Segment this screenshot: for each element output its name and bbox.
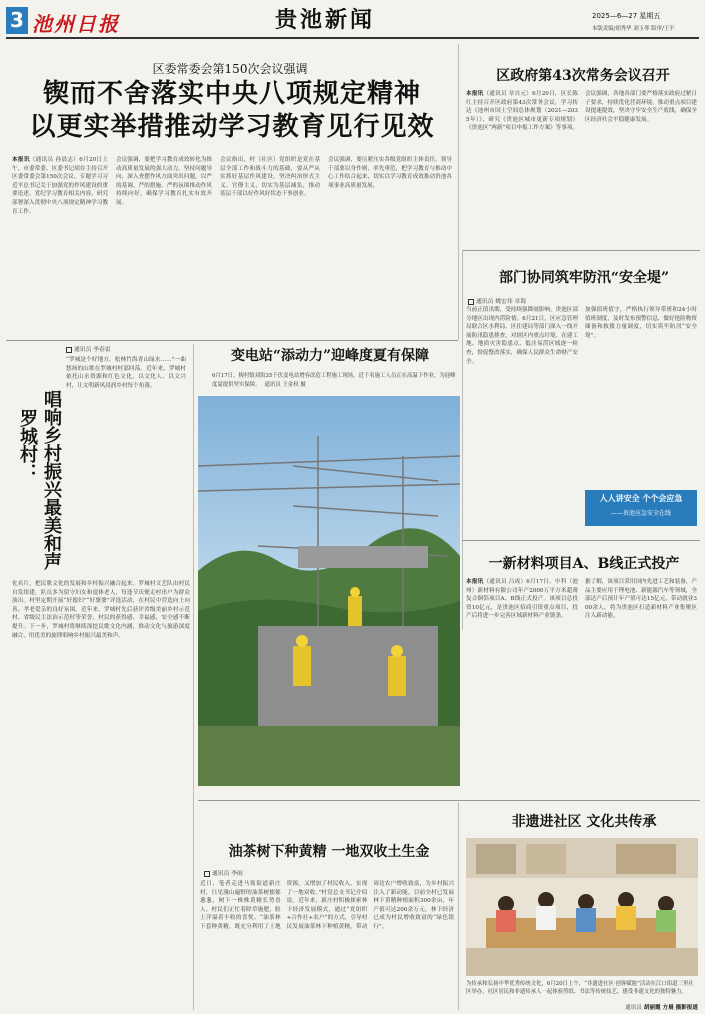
bottom-right-headline: 非遗进社区 文化共传承 xyxy=(511,814,657,830)
safety-badge: 人人讲安全 个个会应急 ——贵池应急安全在线 xyxy=(585,490,697,526)
bottom-right-photo xyxy=(466,838,698,976)
bottom-center-headline: 油茶树下种黄精 一地双收土生金 xyxy=(228,844,430,860)
left-feature-headline-col2: 唱响乡村振兴最美和声 xyxy=(41,390,62,570)
left-feature-body-top: “罗城是个好地方，松林竹海青山绿水……”一曲悠扬的山歌在罗城村村部回荡。近年来，罗城村依托山水资源和红色文化，以文化人、以文兴村，让文明新风浸润乡村每个角落。 xyxy=(66,357,186,389)
page-number: 3 xyxy=(10,8,24,32)
bottom-right-credit: 通讯员 胡丽霞 方晨 摄影报道 xyxy=(625,1005,698,1011)
lead-body-col1: 本报讯（通讯员 孙晨志）6月20日上午，市委常委、区委书记胡存主持召开区委常委会第150次会议，专题学习习近平总书记关于加强党的作风建设的重要论述、党纪学习教育相关内容，研究部署深入贯彻中央八项规定精神学习教育工作。 xyxy=(12,157,108,215)
lead-right-divider xyxy=(458,44,459,340)
square-icon xyxy=(66,347,72,353)
bottom-center-body: 近日，笔者走进马衙街道新庄村，只见漫山遍野的油茶树郁郁葱葱，树下一株株黄精长势喜人。村民们正忙着除草施肥，脸上洋溢着丰收的喜悦。“油茶林下套种黄精，既充分利用了土地资源，又增加了村民收入，实现了一地双收。”村党总支书记介绍说。近年来，新庄村积极探索林下经济发展模式，通过“党组织+合作社+农户”的方式，引导村民发展油茶林下种植黄精，带动周边农户增收致富，为乡村振兴注入了新动能。目前全村已发展林下黄精种植面积300余亩，年产值可达200余万元，林下经济已成为村民增收致富的“绿色银行”。 xyxy=(200,881,454,930)
square-icon xyxy=(204,871,210,877)
right-lower-body-col1: 本报讯（通讯员 吕成）6月17日，中科（池州）新材料有限公司年产2000万平方米超薄复合铜箔项目A、B线正式投产。该项目总投资10亿元，是贵池区招商引资重点项目，投产后将进一步完善区域新材料产业链条。 xyxy=(466,579,578,620)
feature-photo-caption: 6月17日，梅村镇刘街35千伏变电站增容改造工程施工现场，近千名施工人员正在高温下作业，为迎峰度夏提供坚实保障。 通讯员 王金权 摄 xyxy=(212,373,456,388)
bottom-center-divider xyxy=(458,802,459,1010)
rule-1 xyxy=(6,340,458,341)
left-feature-body-bottom: 化名片，把民歌文化的发展和乡村振兴融合起来。罗城村文艺队由村民自发组建，队员多为留守妇女和退休老人，每逢节庆便走村串户为群众演出。村里定期开展“好媳妇”“好婆婆”评选活动，在村民中营造向上向善、孝老爱亲的良好氛围。近年来，罗城村先后获评省级美丽乡村示范村、省级民主法治示范村等荣誉，村民的获得感、幸福感、安全感不断提升。下一步，罗城村将继续深挖民歌文化内涵，推动文化与旅游深度融合，用优美的旋律唱响乡村振兴最美和声。 xyxy=(12,581,190,639)
masthead-editors: 本版责编/胡秀华 刘玉琴 版审/王平 xyxy=(592,26,675,32)
right-column-divider xyxy=(462,250,463,630)
masthead-rule xyxy=(6,37,699,39)
feature-photo-headline: 变电站“添动力”迎峰度夏有保障 xyxy=(230,348,430,364)
lead-headline: 锲而不舍落实中央八项规定精神 以更实举措推动学习教育见行见效 xyxy=(29,79,435,142)
square-icon xyxy=(468,299,474,305)
right-top-body-col1: 本报讯（通讯员 章自元）6月20日，区长陈红主持召开区政府第43次常务会议，学习传达《池州市国土空间总体规划（2021—2035年）》，研究《贵池区城市更新专项规划》《贵池区“两新”项目申报工作方案》等事项。 xyxy=(466,91,578,132)
right-mid-body-col2: 加强值班值守，严格执行领导带班和24小时值班制度，及时发布预警信息，做好抢险物资储备和救援力量调度，切实筑牢防汛“安全堤”。 xyxy=(585,307,697,339)
lead-kicker: 区委常委会第150次会议强调 xyxy=(152,62,308,76)
masthead-date: 2025—6—27 星期五 xyxy=(592,12,661,20)
right-lower-headline: 一新材料项目A、B线正式投产 xyxy=(488,556,680,572)
right-mid-byline: 通讯员 姚宏伟 章海 xyxy=(468,296,526,305)
lead-body-col3: 会议指出，村（社区）党组织是党在基层全部工作和战斗力的基础，要从严从实抓好基层作风建设，坚决纠治形式主义、官僚主义，切实为基层减负，推动基层干部以好作风好状态干事创业。 xyxy=(220,157,320,198)
bottom-right-caption: 为传承和弘扬中华优秀传统文化，6月20日上午，“非遗进社区·创客赋能”活动在江口街道三里社区举办，社区居民和非遗传承人一起体验剪纸、书法等传统技艺，感受非遗文化的独特魅力。 xyxy=(466,981,694,995)
section-title: 贵池新闻 xyxy=(274,7,375,33)
rule-right-top xyxy=(462,250,700,251)
right-top-body-col2: 会议强调，各地各部门要严格落实政府过紧日子要求，持续优化营商环境，推动重点项目建设提速提效，坚决守牢安全生产底线，确保全区经济社会平稳健康发展。 xyxy=(585,91,697,123)
lead-body-col2: 会议强调，要把学习教育成效转化为推动高质量发展的强大动力，坚持问题导向，深入查摆作风方面突出问题，以严的基调、严的措施、严的氛围推动作风持续向好，确保学习教育扎实有效开展。 xyxy=(116,157,212,206)
feature-photo xyxy=(198,396,460,786)
left-feature-headline-col1: 罗城村： xyxy=(17,409,38,481)
paper-logo: 池州日报 xyxy=(32,12,120,36)
bottom-center-byline: 通讯员 李雨 xyxy=(204,868,243,877)
right-mid-headline: 部门协同筑牢防汛“安全堤” xyxy=(498,270,670,286)
page-number-badge xyxy=(6,7,28,34)
rule-right-mid xyxy=(462,540,700,541)
left-feature-kicker: 通讯员 李春雷 xyxy=(66,344,111,353)
right-lower-body-col2: 据了解，该项目采用国内先进工艺和装备，产品主要应用于锂电池、新能源汽车等领域，全部达产后预计年产值可达15亿元，带动就业300余人，将为贵池区打造新材料产业集聚区注入新动能。 xyxy=(585,579,697,620)
rule-2 xyxy=(198,800,700,801)
right-top-headline: 区政府第43次常务会议召开 xyxy=(496,68,670,84)
lead-body-col4: 会议强调，要压紧压实各级党组织主体责任，领导干部要以身作则、率先垂范，把学习教育与推动中心工作结合起来，切实以学习教育成效推动贵池各项事业高质量发展。 xyxy=(328,157,452,189)
right-mid-body-col1: 当前正值汛期，受持续强降雨影响，贵池区部分地区出现内涝险情。6月21日，区应急管理局联合区水利局、区住建局等部门深入一线开展防汛隐患排查，对辖区内重点圩堤、在建工地、地质灾害隐患点、低洼易涝区域逐一检查，督促整改落实，确保人民群众生命财产安全。 xyxy=(466,307,578,365)
left-column-divider xyxy=(193,344,194,1010)
